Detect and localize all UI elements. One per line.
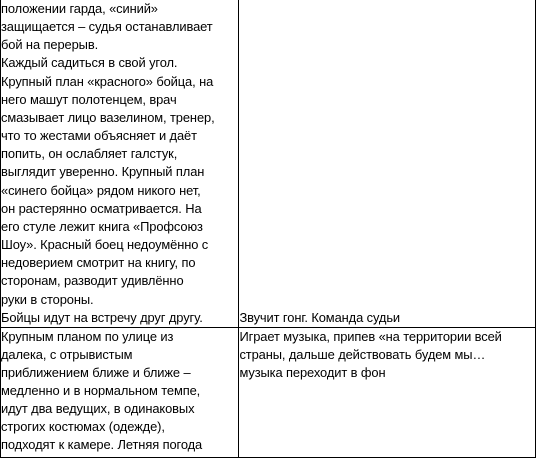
text-line: музыка переходит в фон: [239, 364, 386, 380]
sound-description-cell: [239, 327, 536, 457]
text-line: Каждый садиться в свой угол.: [1, 55, 178, 71]
text-line: недоверием смотрит на книгу, по: [1, 255, 196, 271]
text-line: страны, дальше действовать будем мы…: [239, 346, 486, 362]
text-line: что то жестами объясняет и даёт: [1, 128, 197, 144]
scene-description-cell: [1, 0, 239, 327]
table-row: [1, 327, 536, 457]
text-line: Крупный план «красного» бойца, на: [1, 73, 214, 89]
text-line: его стуле лежит книга «Профсоюз: [1, 218, 203, 234]
scene-description-cell: [1, 327, 239, 457]
table-row: [1, 0, 536, 327]
text-line: Крупным планом по улице из: [1, 328, 174, 344]
text-line: Шоу». Красный боец недоумённо с: [1, 237, 209, 253]
text-line: Звучит гонг. Команда судьи: [239, 309, 401, 325]
text-line: подходят к камере. Летняя погода: [1, 436, 203, 452]
text-line: руки в стороны.: [1, 291, 94, 307]
text-line: сторонам, разводит удивлённо: [1, 273, 184, 289]
text-line: Играет музыка, припев «на территории всей: [239, 328, 502, 344]
text-line: далека, с отрывистым: [1, 346, 133, 362]
text-line: бой на перерыв.: [1, 37, 99, 53]
text-line: приближением ближе и ближе –: [1, 364, 191, 380]
text-line: положении гарда, «синий»: [1, 1, 158, 16]
text-line: выглядит уверенно. Крупный план: [1, 164, 205, 180]
text-line: медленно и в нормальном темпе,: [1, 382, 201, 398]
sound-description-cell: [239, 0, 536, 327]
text-line: строгих костюмах (одежде),: [1, 418, 165, 434]
text-line: защищается – судья останавливает: [1, 19, 213, 35]
text-line: идут два ведущих, в одинаковых: [1, 400, 195, 416]
text-line: попить, он ослабляет галстук,: [1, 146, 178, 162]
text-line: он растерянно осматривается. На: [1, 200, 202, 216]
text-line: «синего бойца» рядом никого нет,: [1, 182, 201, 198]
text-line: него машут полотенцем, врач: [1, 91, 177, 107]
text-line: смазывает лицо вазелином, тренер,: [1, 109, 215, 125]
text-line: Бойцы идут на встречу друг другу.: [1, 309, 203, 325]
